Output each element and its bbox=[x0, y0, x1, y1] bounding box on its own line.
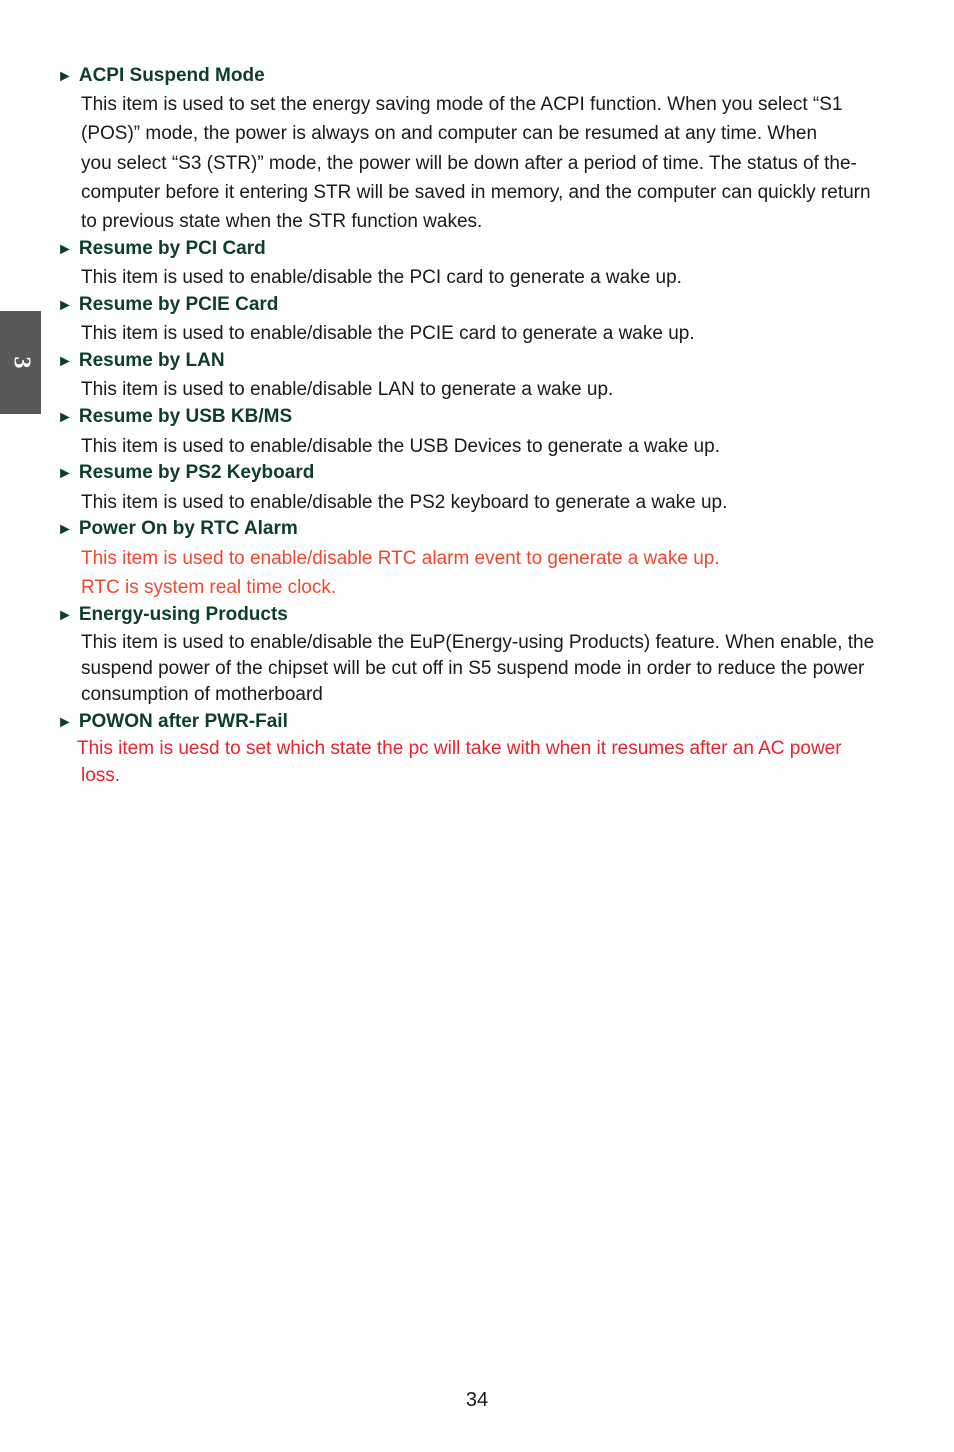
highlighted-line: RTC is system real time clock. bbox=[81, 577, 337, 598]
right-arrow-icon: ► bbox=[57, 241, 73, 258]
page-number: 34 bbox=[465, 1389, 489, 1411]
body-line: you select “S3 (STR)” mode, the power will be down after a period of time. The status of the- bbox=[81, 153, 857, 174]
heading-text: ACPI Suspend Mode bbox=[78, 65, 265, 86]
section-heading bbox=[57, 350, 225, 373]
body-line: This item is used to enable/disable the PS2 keyboard to generate a wake up. bbox=[81, 492, 728, 513]
body-line: This item is used to set the energy saving mode of the ACPI function. When you select “S1 bbox=[81, 94, 843, 115]
chapter-number: 3 bbox=[8, 356, 34, 369]
body-line: suspend power of the chipset will be cut off in S5 suspend mode in order to reduce the power bbox=[81, 658, 865, 679]
body-line: This item is used to enable/disable the PCI card to generate a wake up. bbox=[81, 267, 682, 288]
heading-text: POWON after PWR-Fail bbox=[78, 711, 288, 732]
right-arrow-icon: ► bbox=[57, 465, 73, 482]
right-arrow-icon: ► bbox=[57, 68, 73, 85]
body-line: computer before it entering STR will be saved in memory, and the computer can quickly return bbox=[81, 182, 871, 203]
right-arrow-icon: ► bbox=[57, 409, 73, 426]
body-line: This item is used to enable/disable the PCIE card to generate a wake up. bbox=[81, 323, 695, 344]
highlighted-line: loss. bbox=[81, 765, 121, 786]
highlighted-line: This item is uesd to set which state the pc will take with when it resumes after an AC power bbox=[77, 738, 842, 759]
section-heading bbox=[57, 406, 292, 429]
section-heading bbox=[57, 238, 266, 261]
heading-text: Resume by PS2 Keyboard bbox=[78, 462, 315, 483]
heading-text: Resume by USB KB/MS bbox=[78, 406, 293, 427]
section-heading bbox=[57, 462, 314, 485]
body-line: to previous state when the STR function wakes. bbox=[81, 211, 483, 232]
heading-text: Resume by PCIE Card bbox=[78, 294, 279, 315]
right-arrow-icon: ► bbox=[57, 297, 73, 314]
right-arrow-icon: ► bbox=[57, 714, 73, 731]
body-line: This item is used to enable/disable the EuP(Energy-using Products) feature. When enable, the bbox=[81, 632, 875, 653]
heading-text: Resume by PCI Card bbox=[78, 238, 266, 259]
section-heading bbox=[57, 294, 278, 317]
chapter-tab bbox=[0, 311, 41, 414]
highlighted-line: This item is used to enable/disable RTC alarm event to generate a wake up. bbox=[81, 548, 720, 569]
right-arrow-icon: ► bbox=[57, 353, 73, 370]
body-line: (POS)” mode, the power is always on and computer can be resumed at any time. When bbox=[81, 123, 818, 144]
heading-text: Energy-using Products bbox=[78, 604, 288, 625]
right-arrow-icon: ► bbox=[57, 521, 73, 538]
section-heading bbox=[57, 711, 288, 734]
section-heading bbox=[57, 518, 298, 541]
section-heading bbox=[57, 65, 265, 88]
body-line: This item is used to enable/disable the USB Devices to generate a wake up. bbox=[81, 436, 720, 457]
body-line: consumption of motherboard bbox=[81, 684, 323, 705]
body-line: This item is used to enable/disable LAN to generate a wake up. bbox=[81, 379, 614, 400]
section-heading bbox=[57, 604, 288, 627]
heading-text: Power On by RTC Alarm bbox=[78, 518, 298, 539]
right-arrow-icon: ► bbox=[57, 607, 73, 624]
heading-text: Resume by LAN bbox=[78, 350, 225, 371]
